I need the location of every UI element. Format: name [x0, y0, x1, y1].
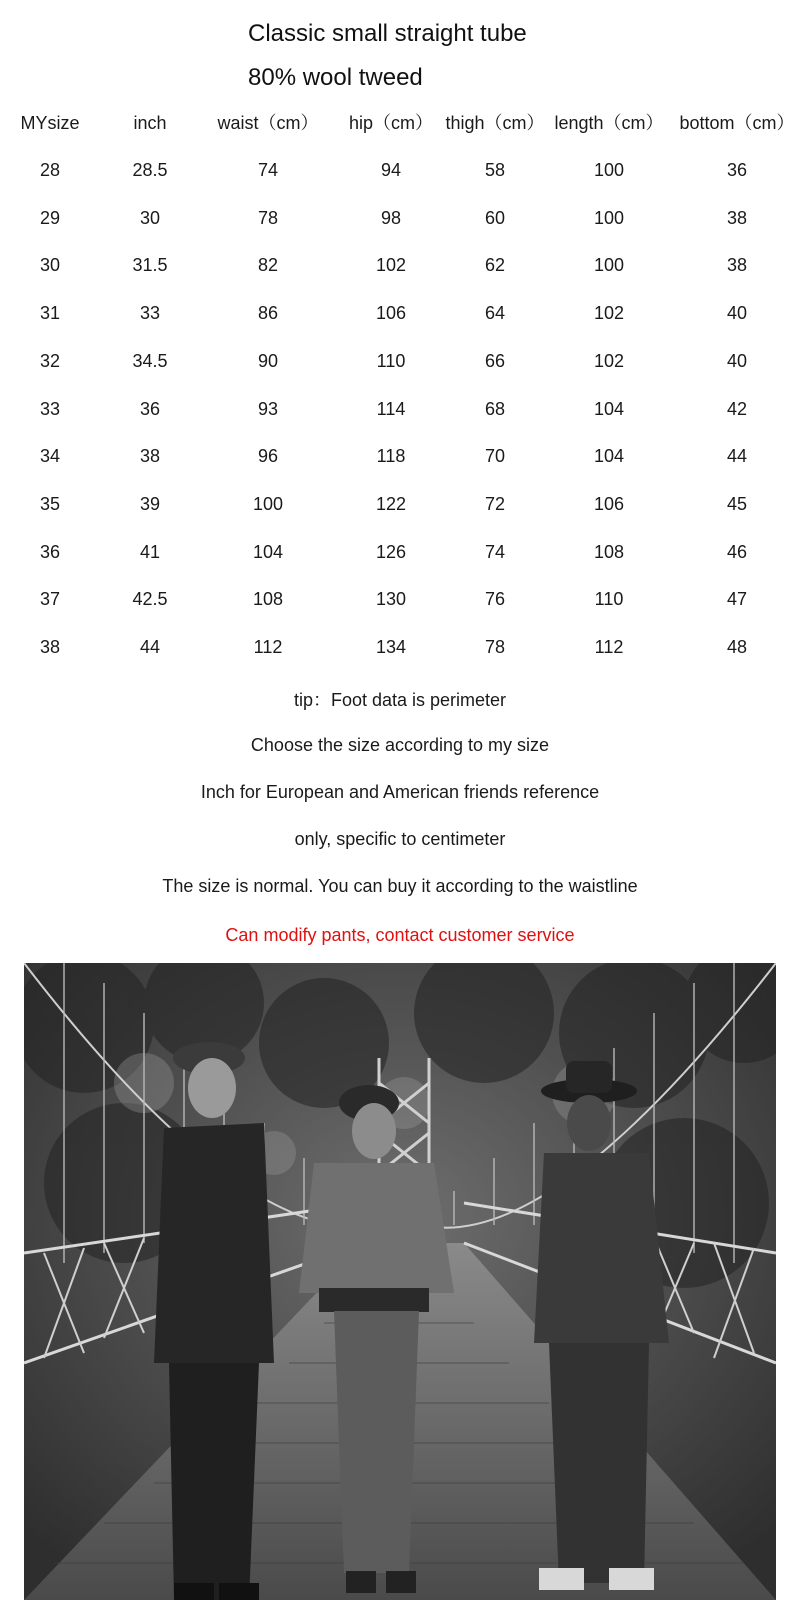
table-cell: 47: [726, 589, 748, 610]
table-cell: 102: [593, 303, 625, 324]
table-cell: 34.5: [132, 350, 168, 371]
table-cell: 134: [375, 637, 407, 657]
column-header: hip（cm）: [348, 113, 434, 133]
title-line-2: 80% wool tweed: [248, 64, 423, 91]
table-cell: 38: [139, 446, 161, 467]
table-cell: 40: [726, 350, 748, 371]
title-line-1: Classic small straight tube: [248, 20, 527, 47]
table-cell: 86: [257, 303, 279, 324]
table-cell: 44: [139, 637, 161, 657]
table-cell: 36: [139, 398, 161, 419]
table-cell: 40: [726, 303, 748, 324]
table-cell: 28: [39, 160, 61, 180]
table-cell: 36: [726, 160, 748, 180]
table-cell: 30: [39, 255, 61, 276]
table-cell: 78: [484, 637, 506, 657]
table-cell: 108: [593, 541, 625, 562]
table-cell: 130: [375, 589, 407, 610]
table-cell: 112: [594, 637, 624, 657]
table-cell: 100: [593, 207, 625, 228]
bridge-scene-illustration: [24, 963, 776, 1600]
table-cell: 58: [484, 160, 506, 180]
table-cell: 122: [375, 493, 407, 514]
table-cell: 70: [484, 446, 506, 467]
table-cell: 42.5: [132, 589, 168, 610]
table-cell: 78: [257, 207, 279, 228]
table-cell: 66: [484, 350, 506, 371]
choose-size-note: Choose the size according to my size: [250, 735, 550, 755]
table-cell: 62: [484, 255, 506, 276]
table-cell: 33: [39, 398, 61, 419]
table-cell: 29: [39, 207, 61, 228]
column-header: length（cm）: [554, 113, 664, 133]
table-cell: 110: [376, 350, 406, 371]
table-cell: 35: [39, 493, 61, 514]
table-cell: 104: [593, 446, 625, 467]
table-cell: 100: [593, 160, 625, 180]
table-cell: 34: [39, 446, 61, 467]
table-cell: 64: [484, 303, 506, 324]
column-header: thigh（cm）: [445, 113, 545, 133]
table-cell: 118: [376, 446, 406, 467]
table-cell: 42: [726, 398, 748, 419]
table-cell: 106: [593, 493, 625, 514]
table-row: [0, 584, 800, 614]
table-row: [0, 441, 800, 471]
table-cell: 74: [484, 541, 506, 562]
table-cell: 96: [257, 446, 279, 467]
column-header: MYsize: [20, 113, 80, 133]
table-cell: 98: [380, 207, 402, 228]
table-cell: 28.5: [132, 160, 168, 180]
table-cell: 112: [253, 637, 283, 657]
table-cell: 106: [375, 303, 407, 324]
centimeter-note: only, specific to centimeter: [294, 829, 506, 849]
table-cell: 90: [257, 350, 279, 371]
table-cell: 39: [139, 493, 161, 514]
column-header: bottom（cm）: [679, 113, 795, 133]
table-cell: 93: [257, 398, 279, 419]
table-cell: 114: [376, 398, 406, 419]
table-cell: 45: [726, 493, 748, 514]
column-header: inch: [133, 113, 167, 133]
table-cell: 108: [252, 589, 284, 610]
table-cell: 100: [252, 493, 284, 514]
table-cell: 44: [726, 446, 748, 467]
table-cell: 46: [726, 541, 748, 562]
table-row: [0, 250, 800, 280]
table-cell: 38: [726, 207, 748, 228]
table-cell: 100: [593, 255, 625, 276]
table-row: [0, 537, 800, 567]
table-cell: 126: [375, 541, 407, 562]
table-cell: 32: [39, 350, 61, 371]
table-row: [0, 632, 800, 662]
table-row: [0, 394, 800, 424]
table-cell: 36: [39, 541, 61, 562]
modify-pants-note: Can modify pants, contact customer service: [225, 925, 575, 945]
table-cell: 110: [594, 589, 624, 610]
table-row: [0, 203, 800, 233]
table-cell: 72: [484, 493, 506, 514]
table-cell: 30: [139, 207, 161, 228]
table-cell: 76: [484, 589, 506, 610]
table-cell: 94: [380, 160, 402, 180]
table-cell: 102: [375, 255, 407, 276]
product-photo: [24, 963, 776, 1600]
table-cell: 48: [726, 637, 748, 657]
table-cell: 104: [593, 398, 625, 419]
table-cell: 38: [726, 255, 748, 276]
table-row: [0, 346, 800, 376]
table-cell: 82: [257, 255, 279, 276]
table-cell: 68: [484, 398, 506, 419]
table-cell: 31.5: [132, 255, 168, 276]
table-cell: 31: [39, 303, 61, 324]
table-row: [0, 489, 800, 519]
table-row: [0, 298, 800, 328]
table-cell: 33: [139, 303, 161, 324]
table-row: [0, 155, 800, 185]
table-cell: 102: [593, 350, 625, 371]
table-cell: 41: [139, 541, 161, 562]
table-cell: 74: [257, 160, 279, 180]
tip-note: tip：Foot data is perimeter: [293, 690, 507, 710]
inch-reference-note: Inch for European and American friends reference: [200, 782, 600, 802]
size-normal-note: The size is normal. You can buy it according to the waistline: [162, 876, 638, 896]
table-cell: 37: [39, 589, 61, 610]
table-cell: 60: [484, 207, 506, 228]
table-cell: 38: [39, 637, 61, 657]
table-header-row: [0, 108, 800, 138]
column-header: waist（cm）: [217, 113, 319, 133]
table-cell: 104: [252, 541, 284, 562]
